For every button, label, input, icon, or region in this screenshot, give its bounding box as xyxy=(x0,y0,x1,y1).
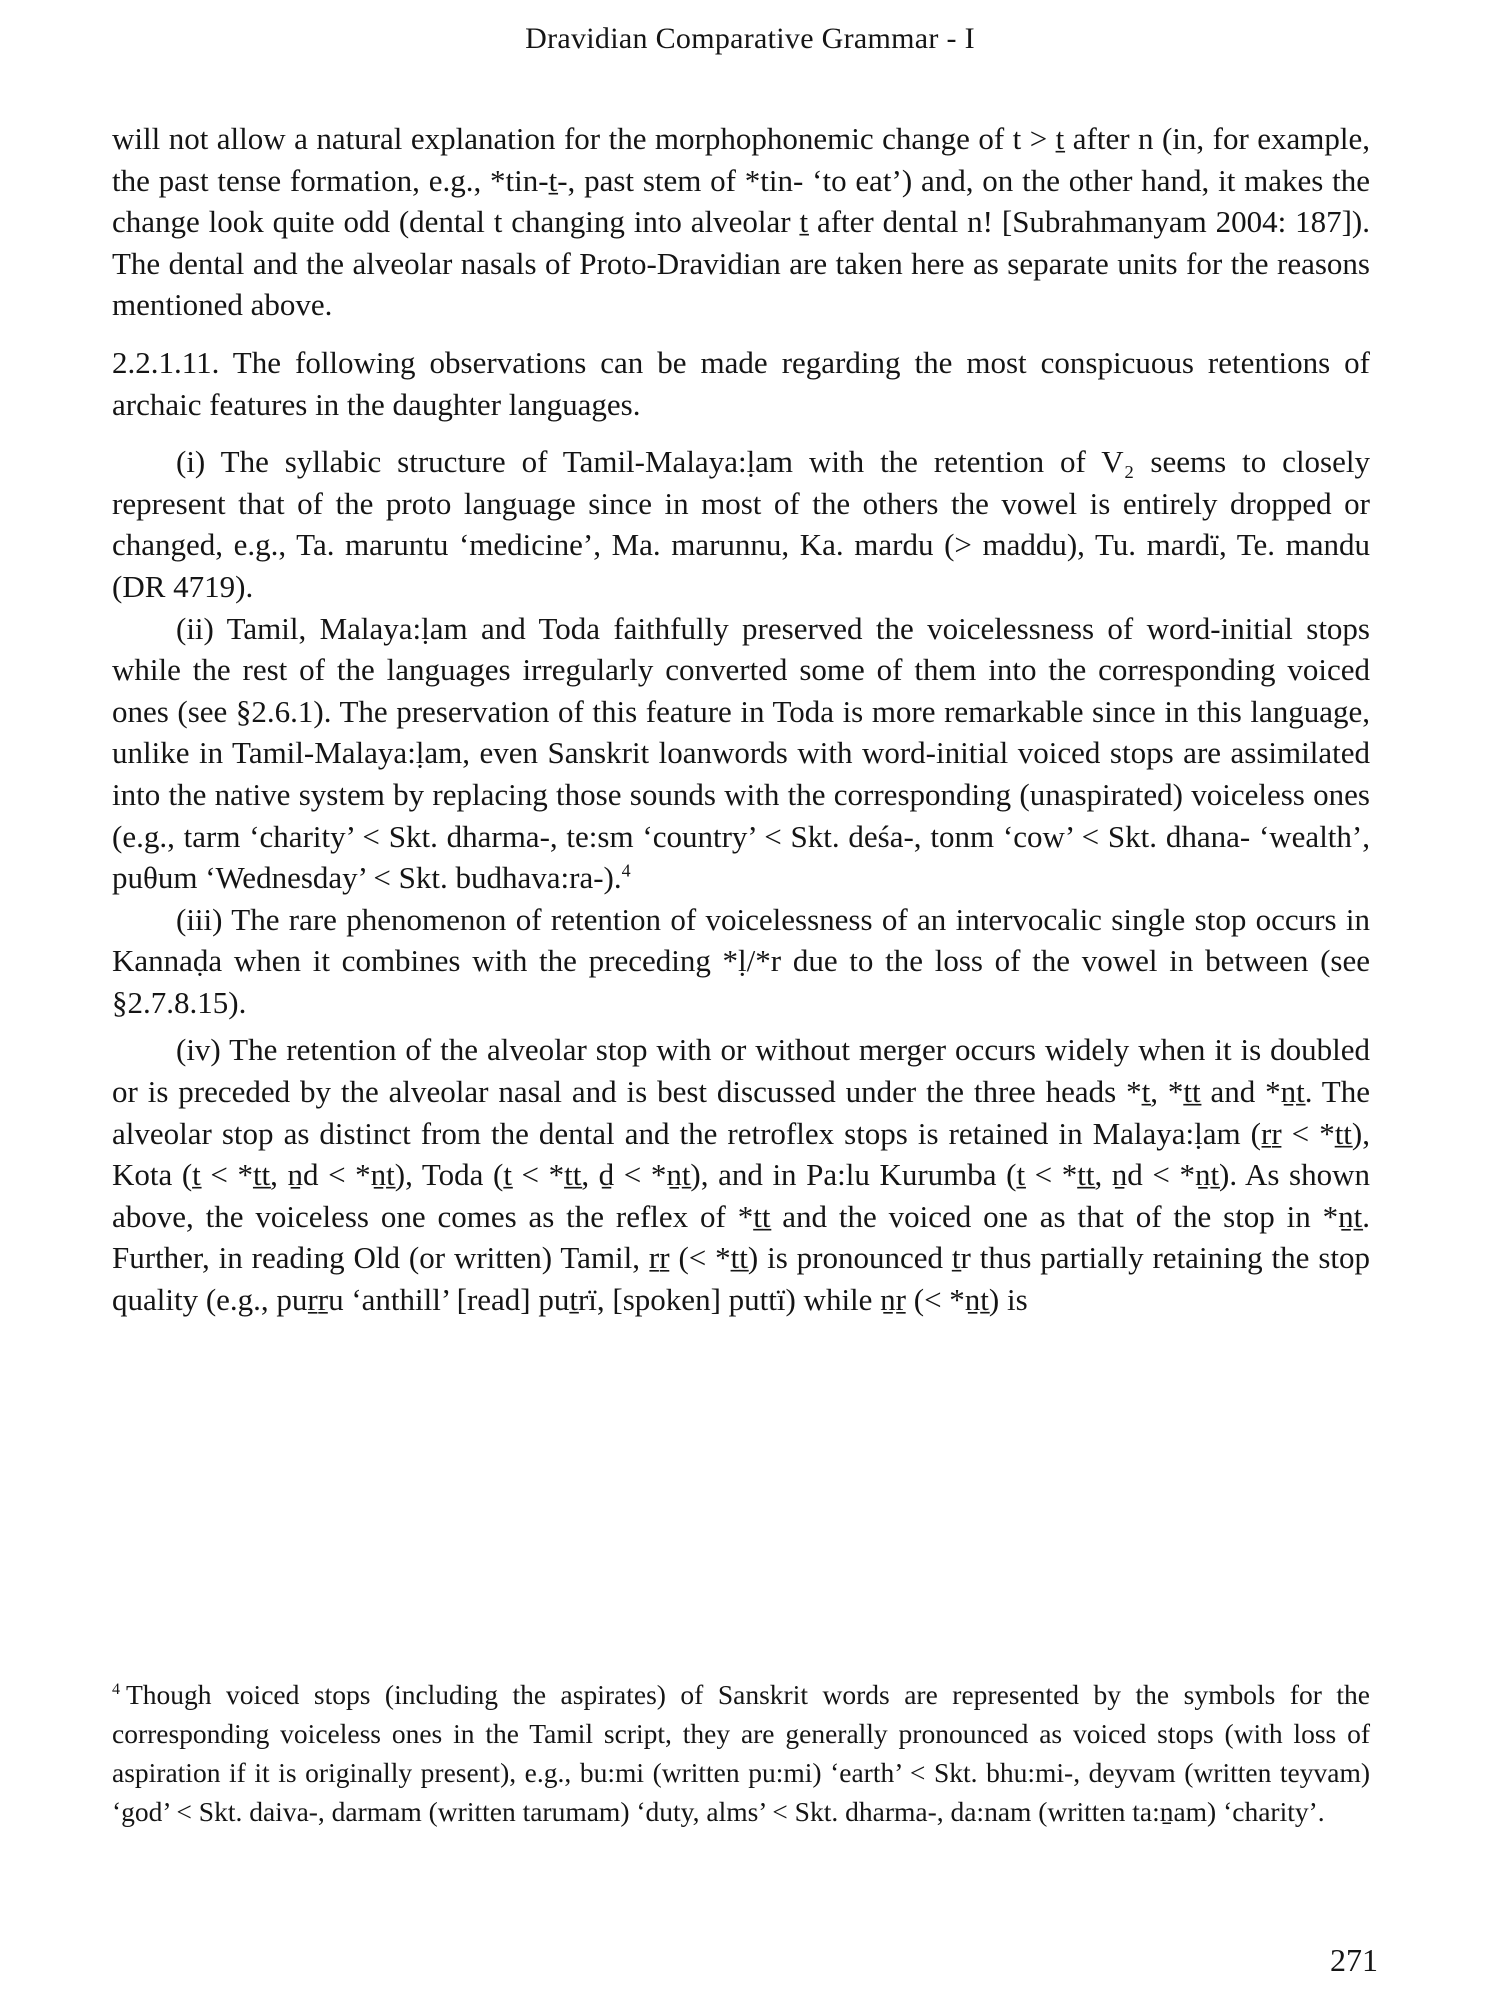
list-item-i: (i) The syllabic structure of Tamil-Malaya:ḷam with the retention of V₂ seems to closely represent that of the proto language since in most of the others the vowel is entirely dropped or changed, e.g., Ta. maruntu ‘medicine’, Ma. marunnu, Ka. mardu (> maddu), Tu. mardï, Te. mandu (DR 4719). xyxy=(112,444,1370,604)
running-head-title: Dravidian Comparative Grammar - I xyxy=(525,22,975,55)
footnote-marker: 4 xyxy=(112,1680,120,1698)
list-item-ii xyxy=(112,608,1370,899)
paragraph-intro: will not allow a natural explanation for the morphophonemic change of t > ṯ after n (in, for example, the past tense formation, e.g., *tin-ṯ-, past stem of *tin- ‘to eat’) and, on the other hand, it makes the change look quite odd (dental t changing into alveolar ṯ after dental n! [Subrahmanyam 2004: 187]). The dental and the alveolar nasals of Proto-Dravidian are taken here as separate units for the reasons mentioned above. xyxy=(112,121,1370,323)
footnote-paragraph xyxy=(112,1675,1370,1831)
footnote xyxy=(112,1675,1370,1831)
main-text xyxy=(112,118,1370,1321)
section-heading-paragraph: 2.2.1.11. The following observations can be made regarding the most conspicuous retentions of archaic features in the daughter languages. xyxy=(112,344,1370,422)
page-number: 271 xyxy=(1330,1942,1378,1978)
list-item-iii: (iii) The rare phenomenon of retention of voicelessness of an intervocalic single stop occurs in Kannaḍa when it combines with the preceding *ḷ/*r due to the loss of the vowel in between (see §2.7.8.15). xyxy=(112,901,1370,1020)
footnote-reference: 4 xyxy=(621,860,631,881)
list-item-iv: (iv) The retention of the alveolar stop with or without merger occurs widely when it is doubled or is preceded by the alveolar nasal and is best discussed under the three heads *ṯ, *ṯṯ and *ṉṯ. The alveolar stop as distinct from the dental and the retroflex stops is retained in Malaya:ḷam (ṟṟ < *ṯṯ), Kota (ṯ < *ṯṯ, ṉd < *ṉṯ), Toda (ṯ < *ṯṯ, ḏ < *ṉṯ), and in Pa:lu Kurumba (ṯ < *ṯṯ, ṉd < *ṉṯ). As shown above, the voiceless one comes as the reflex of *ṯṯ and the voiced one as that of the stop in *ṉṯ. Further, in reading Old (or written) Tamil, ṟṟ (< *ṯṯ) is pronounced ṯr thus partially retaining the stop quality (e.g., puṟṟu ‘anthill’ [read] puṯrï, [spoken] puttï) while ṉṟ (< *ṉṯ) is xyxy=(112,1032,1370,1318)
list-item-ii-text: (ii) Tamil, Malaya:ḷam and Toda faithfully preserved the voicelessness of word-initial stops while the rest of the languages irregularly converted some of them into the corresponding voiced ones (see §2.6.1). The preservation of this feature in Toda is more remarkable since in this language, unlike in Tamil-Malaya:ḷam, even Sanskrit loanwords with word-initial voiced stops are assimilated into the native system by replacing those sounds with the corresponding (unaspirated) voiceless ones (e.g., tarm ‘charity’ < Skt. dharma-, te:sm ‘country’ < Skt. deśa-, tonm ‘cow’ < Skt. dhana- ‘wealth’, puθum ‘Wednesday’ < Skt. budhava:ra-). xyxy=(112,610,1370,896)
footnote-text: Though voiced stops (including the aspirates) of Sanskrit words are represented by the symbols for the corresponding voiceless ones in the Tamil script, they are generally pronounced as voiced stops (with loss of aspiration if it is originally present), e.g., bu:mi (written pu:mi) ‘earth’ < Skt. bhu:mi-, deyvam (written teyvam) ‘god’ < Skt. daiva-, darmam (written tarumam) ‘duty, alms’ < Skt. dharma-, da:nam (written ta:ṉam) ‘charity’. xyxy=(112,1679,1370,1827)
